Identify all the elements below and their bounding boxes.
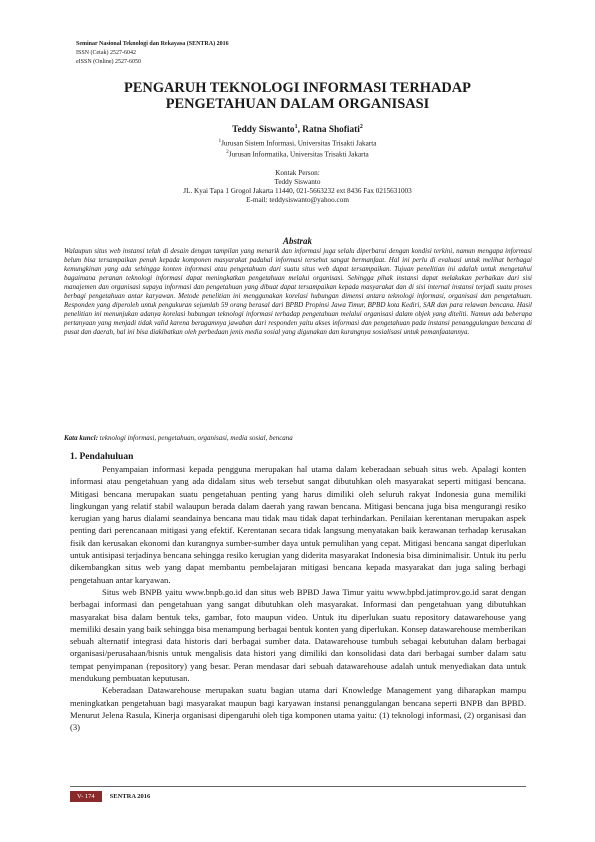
- author-2-sup: 2: [359, 124, 363, 130]
- author-separator: ,: [297, 125, 303, 136]
- keywords: [64, 434, 532, 442]
- affiliation-1-sup: 1: [218, 139, 222, 144]
- section-body: [70, 463, 526, 734]
- abstract-heading: Abstrak: [282, 236, 312, 246]
- author-1: Teddy Siswanto: [232, 125, 295, 136]
- affiliation-2: [60, 148, 535, 159]
- abstract-text: Walaupun situs web instansi telah di desain dengan tampilan yang menarik dan informasi juga selalu diperbarui dengan kondisi terkini, namun mengapa informasi belum bisa tersampaikan penuh kepada komponen masyarakat padahal informasi tersebut sangat bermanfaat. Hal ini perlu di evaluasi untuk melihat berbagai kemungkinan yang ada sehingga konten informasi atau pengetahuan dari suatu situs web dapat tersampaikan. Tujuan penelitian ini adalah untuk mengetahui bagaimana peranan teknologi informasi dapat meningkatkan pengetahuan melalui organisasi. Sehingga pihak instansi dapat melakukan perbaikan dari sisi manajemen dan organisasi supaya informasi dan pengetahuan yang dibuat dapat tersampaikan kepada masyarakat dan di sisi internal instansi terjadi suatu proses berbagi pengetahuan antar karyawan. Metode penelitian ini menggunakan korelasi hubungan dimensi antara teknologi informasi, organisasi dan pengetahuan. Responden yang diperoleh untuk pengukuran sejumlah 59 orang berasal dari BPBD Propinsi Jawa Timur, BPBD kota Kediri, SAR dan para relawan bencana. Hasil penelitian ini menunjukan adanya korelasi hubungan teknologi informasi terhadap pengetahuan melalui organisasi dalam objek yang diteliti. Namun ada beberapa pertanyaan yang menjadi tidak valid karena beragamnya jawaban dari responden yaitu akses informasi dan pengetahuan pada instansi penanggulangan bencana di pusat dan daerah, hal ini bisa diakibatkan oleh perbedaan jenis media sosial yang digunakan dan kurangnya sosialisasi untuk pemanfaatannya.: [64, 247, 532, 336]
- author-1-sup: 1: [294, 124, 298, 130]
- paragraph-2: Situs web BNPB yaitu www.bnpb.go.id dan situs web BPBD Jawa Timur yaitu www.bpbd.jatimprov.go.id sarat dengan berbagai informasi dan pengetahuan yang sangat dibutuhkan oleh masyarakat. Informasi dan pengetahuan yang dibutuhkan masyarakat bisa dalam bentuk teks, gambar, foto maupun video. Untuk itu diperlukan suatu repository datawarehouse yang memiliki desain yang baik sehingga bisa menampung berbagai bentuk konten yang diperlukan. Konsep datawarehouse memberikan sebuah alternatif integrasi data historis dari berbagai sumber data. Datawarehouse tumbuh sebagai kebutuhan dalam berbagai organisasi/perusahaan/bisnis untuk mengalisis data histori yang dimiliki dan konsolidasi data dari berbagai sumber dalam satu tempat penyimpanan (repository) yang besar. Peran mendasar dari sebuah datawarehouse adalah untuk menyediakan data untuk mendukung pembuatan keputusan.: [70, 586, 526, 684]
- contact-label: Kontak Person:: [275, 169, 320, 177]
- section-title: 1. Pendahuluan: [70, 452, 134, 462]
- page-number: V- 174: [70, 791, 102, 802]
- author-2: Ratna Shofiati: [302, 125, 360, 136]
- affiliation-2-text: Jurusan Informatika, Universitas Trisakti Jakarta: [228, 150, 369, 159]
- affiliation-2-sup: 2: [226, 150, 229, 156]
- author-list: [60, 124, 535, 135]
- issn-online: eISSN (Online) 2527-6050: [76, 59, 141, 65]
- conference-name: Seminar Nasional Teknologi dan Rekayasa (SENTRA) 2016: [76, 41, 229, 47]
- page-footer: [70, 786, 526, 802]
- footer-label: SENTRA 2016: [109, 793, 151, 800]
- paper-title: [60, 80, 535, 112]
- contact-email: E-mail: teddysiswanto@yahoo.com: [246, 196, 349, 204]
- issn-print: ISSN (Cetak) 2527-6042: [76, 50, 136, 56]
- contact-address: JL. Kyai Tapa 1 Grogol Jakarta 11440, 021-5663232 ext 8436 Fax 0215631003: [183, 187, 412, 195]
- keywords-label: Kata kunci:: [64, 434, 99, 442]
- contact-name: Teddy Siswanto: [274, 178, 321, 186]
- paragraph-3: Keberadaan Datawarehouse merupakan suatu bagian utama dari Knowledge Management yang diharapkan mampu meningkatkan pengetahuan bagi masyarakat maupun bagi karyawan instansi penanggulangan bencana seperti BNPB dan BPBD. Menurut Jelena Rasula, Kinerja organisasi dipengaruhi oleh tiga komponen utama yaitu: (1) teknologi informasi, (2) organisasi dan (3): [70, 685, 526, 733]
- journal-header: [76, 40, 229, 67]
- paragraph-1: Penyampaian informasi kepada pengguna merupakan hal utama dalam keberadaan sebuah situs web. Apalagi konten informasi atau pengetahuan yang ada didalam situs web tersebut sangat dibutuhkan oleh masyarakat seperti mitigasi bencana. Mitigasi bencana merupakan suatu pengetahuan penting yang harus dimiliki oleh seluruh rakyat Indonesia guna memiliki lingkungan yang relatif stabil walaupun berada dalam daerah yang rawan bencana. Mitigasi bencana juga bisa mengurangi resiko kerugian yang harus dialami seandainya bencana mau tidak mau tidak dapat terhindarkan. Penilaian kerentanan merupakan aspek penting dari perencanaan mitigasi yang efektif. Kerentanan secara tidak langsung menyatakan baik kerawanan terhadap kerusakan fisik dan kerusakan ekonomi dan kurangnya sumber-sumber daya untuk pemulihan yang cepat. Mitigasi bencana sangat diperlukan untuk antisipasi terjadinya bencana sehingga resiko kerugian yang diderita masyarakat Indonesia bisa diminimalisir. Untuk itu perlu dikembangkan situs web yang dapat membantu pembelajaran mitigasi bencana kepada masyarakat dan juga saling berbagi pengetahuan antar karyawan.: [70, 464, 526, 585]
- title-line-2: PENGETAHUAN DALAM ORGANISASI: [165, 96, 430, 112]
- affiliation-1: [60, 137, 535, 148]
- affiliation-1-text: Jurusan Sistem Informasi, Universitas Trisakti Jakarta: [221, 139, 377, 148]
- contact-person: [60, 169, 535, 205]
- affiliations: [60, 137, 535, 160]
- keywords-text: teknologi informasi, pengetahuan, organisasi, media sosial, bencana: [98, 434, 293, 442]
- title-line-1: PENGARUH TEKNOLOGI INFORMASI TERHADAP: [124, 80, 471, 96]
